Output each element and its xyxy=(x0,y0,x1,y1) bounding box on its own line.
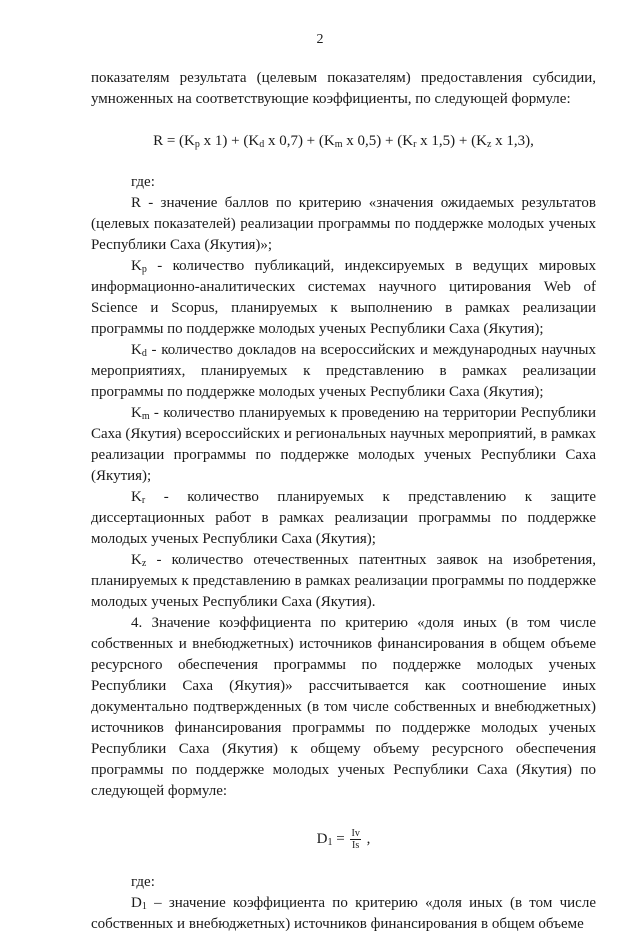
definition-text: - количество планируемых к представлению к защите диссертационных работ в рамках реализации программы по поддержке молодых ученых Республики Саха (Якутия); xyxy=(91,489,596,547)
where-label-1: где: xyxy=(131,174,155,190)
definition-text: - количество планируемых к проведению на территории Республики Саха (Якутия) всероссийских и региональных научных мероприятий, в рамках реализации программы по поддержке молодых ученых Республики Саха (Якутия); xyxy=(91,405,596,484)
symbol-k: K xyxy=(131,342,142,358)
formula-d-tail: , xyxy=(362,830,371,847)
definition-text: – значение коэффициента по критерию «доля иных (в том числе собственных и внебюджетных) источников финансирования в общем объеме xyxy=(91,895,596,932)
symbol-sub: z xyxy=(141,558,147,569)
page-number: 2 xyxy=(316,32,324,47)
formula-r-term-5: x 1,3), xyxy=(491,133,534,149)
formula-r-sub-m: m xyxy=(334,139,343,150)
symbol-k: K xyxy=(131,552,142,568)
formula-r-sub-z: z xyxy=(486,139,492,150)
symbol-k: K xyxy=(131,258,142,274)
formula-r-sub-d: d xyxy=(259,139,265,150)
formula-r-sub-r: r xyxy=(413,139,417,150)
symbol-sub: p xyxy=(141,264,147,275)
definition-text: - количество докладов на всероссийских и международных научных мероприятиях, планируемых к представлению в рамках реализации программы по поддержке молодых ученых Республики Саха (Якутия); xyxy=(91,342,596,400)
definition-kp xyxy=(91,256,596,340)
formula-d-sub: 1 xyxy=(327,836,333,848)
definition-kr xyxy=(91,487,596,550)
definition-d1 xyxy=(91,893,596,935)
symbol-sub: r xyxy=(141,495,146,506)
fraction xyxy=(350,828,360,851)
where-label-2: где: xyxy=(131,874,155,890)
formula-r-sub-p: p xyxy=(194,139,200,150)
definition-km xyxy=(91,403,596,487)
formula-r-term-4: x 1,5) + (K xyxy=(416,133,487,149)
definition-text: - количество отечественных патентных заявок на изобретения, планируемых к представлению в рамках реализации программы по поддержке молодых ученых Республики Саха (Якутия). xyxy=(91,552,596,610)
formula-d xyxy=(91,818,596,858)
formula-d-eq: = xyxy=(332,830,349,847)
document-body xyxy=(91,68,596,935)
definition-kz xyxy=(91,550,596,613)
symbol-k: K xyxy=(131,405,142,421)
definition-text: - количество публикаций, индексируемых в ведущих мировых информационно-аналитических системах научного цитирования Web of Science и Scopus, планируемых к выполнению в рамках реализации программы по поддержке молодых ученых Республики Саха (Якутия); xyxy=(91,258,596,337)
formula-d-lhs: D xyxy=(316,830,328,847)
item-4-paragraph: 4. Значение коэффициента по критерию «доля иных (в том числе собственных и внебюджетных) источников финансирования в общем объеме ресурсного обеспечения программы по поддержке молодых ученых Республики Саха (Якутия)» рассчитывается как соотношение иных документально подтвержденных (в том числе собственных и внебюджетных) источников финансирования программы по поддержке молодых ученых Республики Саха (Якутия) к общему объему ресурсного обеспечения программы по поддержке молодых ученых Республики Саха (Якутия) по следующей формуле: xyxy=(91,615,596,799)
symbol-d: D xyxy=(131,895,142,911)
fraction-numerator: Iv xyxy=(351,828,360,839)
formula-r-lhs: R = (K xyxy=(153,133,195,149)
symbol-sub: 1 xyxy=(141,901,147,912)
intro-paragraph: показателям результата (целевым показателям) предоставления субсидии, умноженных на соответствующие коэффициенты, по следующей формуле: xyxy=(91,70,596,107)
symbol-k: K xyxy=(131,489,142,505)
fraction-denominator: Is xyxy=(352,840,360,851)
definition-kd xyxy=(91,340,596,403)
formula-r-term-1: x 1) + (K xyxy=(199,133,260,149)
symbol-sub: m xyxy=(141,411,150,422)
formula-r-term-3: x 0,5) + (K xyxy=(342,133,414,149)
definition-r: R - значение баллов по критерию «значения ожидаемых результатов (целевых показателей) реализации программы по поддержке молодых ученых Республики Саха (Якутия)»; xyxy=(91,195,596,253)
formula-r-term-2: x 0,7) + (K xyxy=(264,133,335,149)
symbol-sub: d xyxy=(141,348,147,359)
formula-r xyxy=(91,131,596,152)
